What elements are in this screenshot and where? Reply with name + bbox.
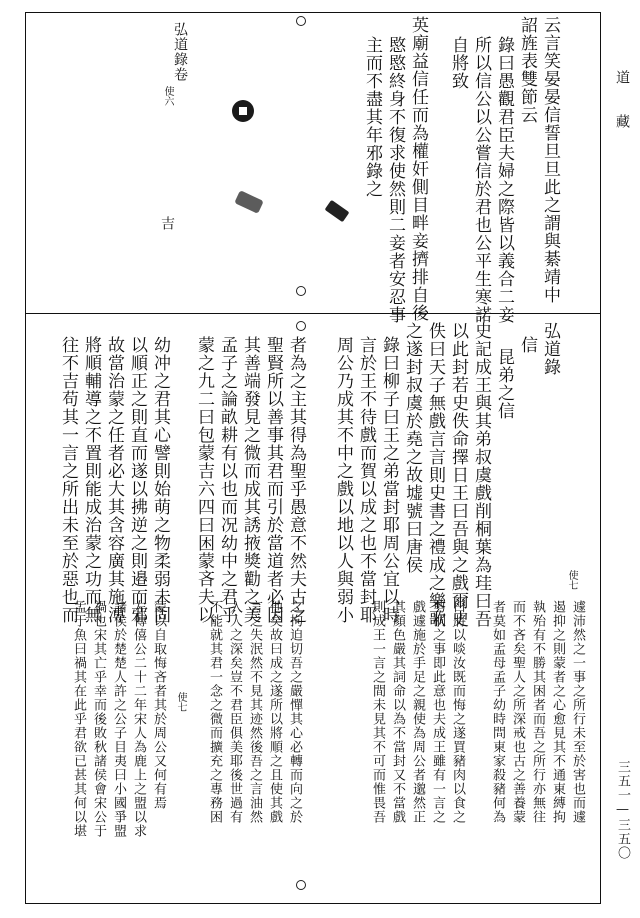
left-column-10: 則成王一言之間未見其不可而惟畏吾 [370, 600, 385, 824]
left-column-7: 剪桐之事即此意也夫成王雖有一言之 [430, 600, 445, 824]
left-column-11: 之拘迫切吾之嚴憚其心必轉而向之於 [287, 600, 302, 824]
bottom-volume-label: 使七 [566, 570, 577, 590]
collection-title: 道藏 [614, 70, 630, 158]
top-small-char: 吉 [159, 216, 175, 231]
bottom-column-9: 聖賢所以善事其君而引於當道者必因 [263, 336, 283, 624]
left-column-6: 曰將以啖汝既而悔之遂買豬肉以食之 [450, 600, 465, 824]
bottom-book-title: 弘道錄 [540, 322, 560, 376]
bottom-column-1: 史記成王與其弟叔虞戲削桐葉為珪曰吾 [471, 322, 491, 628]
bottom-column-17: 往不吉苟其一言之所出未至於惡也而 [58, 336, 78, 624]
binding-hole-lower [296, 321, 306, 331]
left-column-1: 遽沛然之一事之所行未至於害也而遽 [570, 600, 585, 824]
binding-hole-upper [296, 286, 306, 296]
left-column-4: 而不吝矣聖人之所深戒也古之善養蒙 [510, 600, 525, 824]
left-column-12: 他矣故曰成之遂所以將順之且使其戲 [267, 600, 282, 824]
top-column-6: 英廟益信任而為權奸側目畔妾擠排自後 [408, 16, 428, 322]
left-column-17: 左傳僖公二十二年宋人為鹿上之盟以求 [131, 600, 146, 838]
page-number: 三五一—三五〇 [615, 760, 630, 860]
top-book-title: 弘道錄卷 [172, 22, 188, 82]
top-column-8: 主而不盡其年邪錄之 [362, 36, 382, 198]
left-column-14: 入人之深矣豈不君臣俱美耶後世過有 [227, 600, 242, 824]
left-column-13: 言之失泯然不見其迹然後吾之言油然 [247, 600, 262, 824]
left-column-3: 執殆有不勝其困者而吾之所行亦無往 [530, 600, 545, 824]
left-column-2: 遏抑之則蒙者之心愈見其不通東縛拘 [550, 600, 565, 824]
bottom-column-2: 以此封若史佚命擇日王曰吾與之戲爾史 [448, 322, 468, 628]
left-column-20: 孟于魚曰禍其在此乎君欲已甚其何以堪 [71, 600, 86, 838]
left-column-15: 不能就其君一念之微而擴充之專務困 [207, 600, 222, 824]
bottom-column-3: 佚曰天子無戲言言則史書之禮成之樂歌 [425, 322, 445, 628]
bottom-column-12: 蒙之九二曰包蒙吉六四曰困蒙吝夫以 [194, 336, 214, 624]
binding-hole-bottom [296, 880, 306, 890]
binding-hole-top [296, 16, 306, 26]
top-column-1: 云言笑晏晏信誓旦旦此之謂與綦靖中 [540, 16, 560, 304]
bottom-column-4: 之遂封叔虞於堯之故墟號曰唐侯 [402, 322, 422, 574]
top-column-5: 自將致 [448, 36, 468, 90]
bottom-column-7: 周公乃成其不中之戲以地以人與弱小 [333, 336, 353, 624]
subsection-title: 昆弟之信 [494, 348, 514, 420]
bottom-column-5: 錄曰柳子曰王之弟當封耶周公宜以時 [379, 336, 399, 624]
bottom-column-8: 者為之主其得為聖乎愚意不然夫古之 [286, 336, 306, 624]
top-column-4: 所以信公以公嘗信於君也公平生寒諾 [471, 36, 491, 324]
left-column-5: 者莫如孟母孟子幼時問東家殺豬何為 [490, 600, 505, 824]
left-column-9: 其顏色嚴其詞命以為不當封又不當戲 [390, 600, 405, 824]
bottom-column-11: 孟子之論畝耕有以也而况幼中之君乎 [217, 336, 237, 624]
left-column-8: 戲遽施於手足之親使為周公者邈然正 [410, 600, 425, 824]
middle-divider [25, 313, 601, 314]
left-column-19: 禍也宋其亡乎幸而後敗秋諸侯會宋公于 [91, 600, 106, 838]
section-title: 信 [517, 336, 537, 354]
bottom-column-15: 故當治蒙之任者必大其含容廣其施溥 [104, 336, 124, 624]
bottom-column-10: 其善端發見之微而成其誘掖獎勸之美 [240, 336, 260, 624]
bottom-column-14: 以順正之則直而遂以拂逆之則邉而邪 [127, 336, 147, 624]
left-column-18: 諸侯於楚楚人許之公子目夷曰小國爭盟 [111, 600, 126, 838]
top-column-7: 愍愍終身不復求使然則二妾者安忍事 [385, 36, 405, 324]
top-column-2: 詔旌表雙節云 [517, 16, 537, 124]
left-volume-label: 使七 [175, 692, 186, 712]
bottom-column-16: 將順輔導之不置則能成治蒙之功而無 [81, 336, 101, 624]
bottom-column-13: 幼冲之君其心譬則始萌之物柔弱未固 [150, 336, 170, 624]
bottom-column-6: 言於王不待戲而賀以成之也不當封耶 [356, 336, 376, 624]
seal-mark [232, 100, 254, 122]
top-volume-label: 使六 [162, 86, 173, 106]
left-column-16: 蒙以自取悔吝者其於周公又何有焉 [151, 600, 166, 810]
top-column-3: 錄曰愚觀君臣夫婦之際皆以義合二妾 [494, 36, 514, 324]
